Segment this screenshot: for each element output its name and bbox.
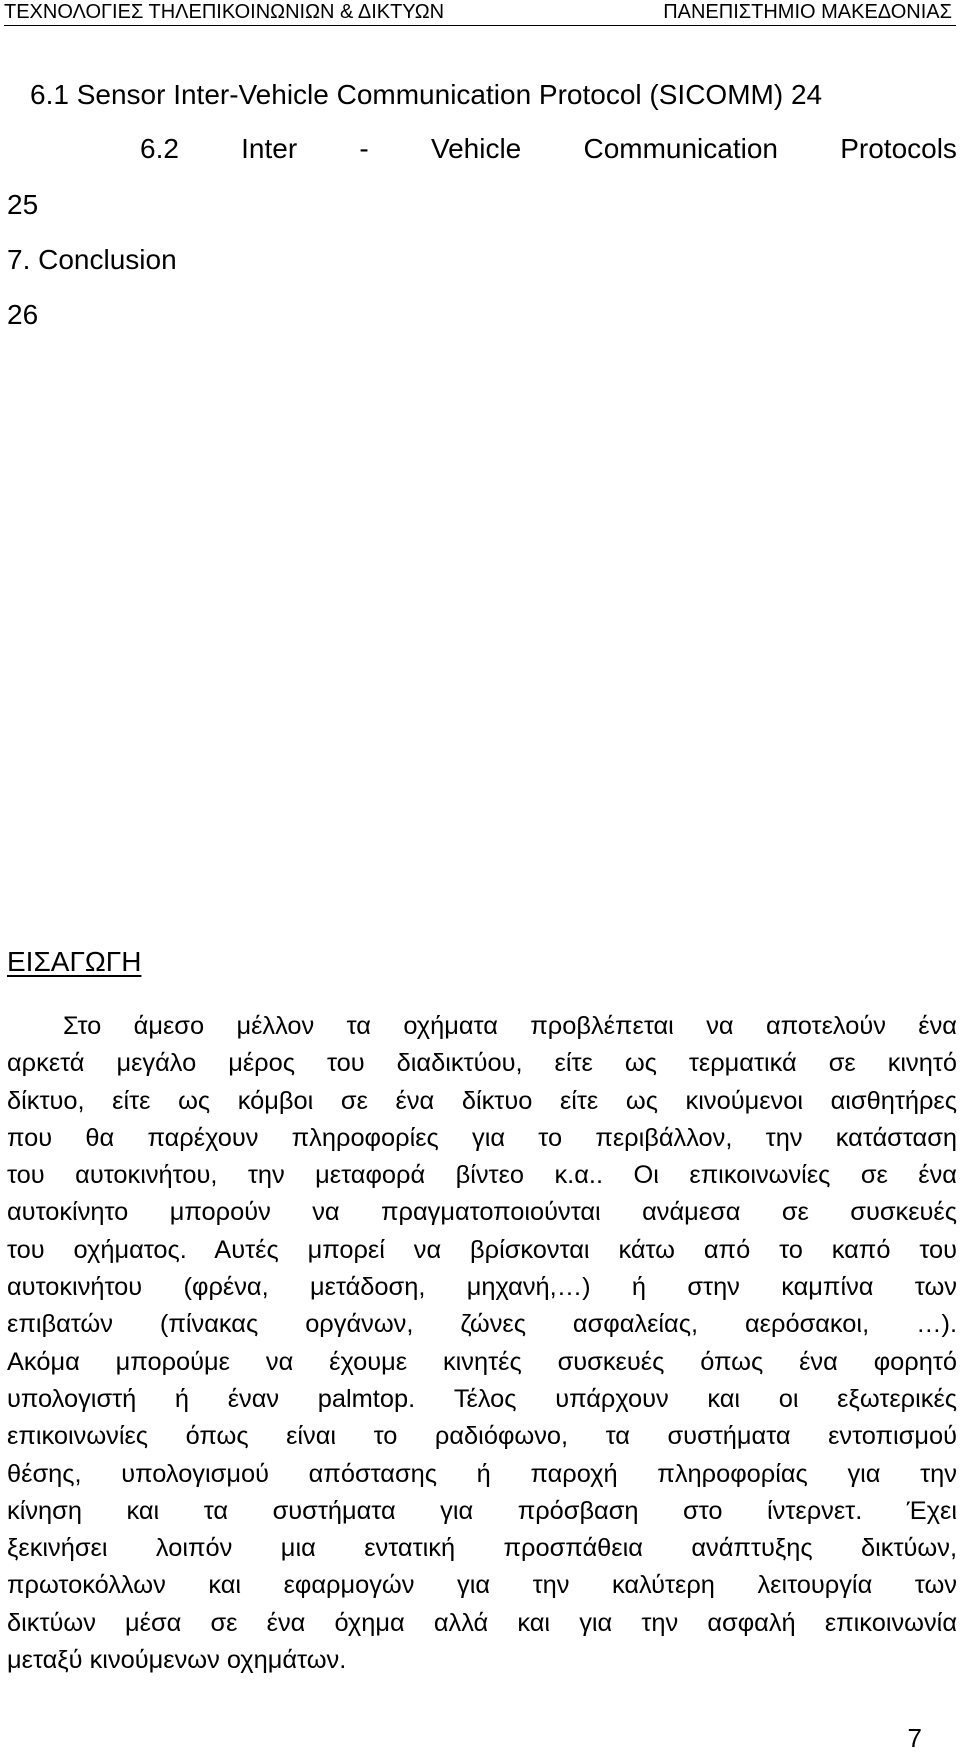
toc-6-2-word: -: [359, 133, 369, 164]
toc-6-2-word: Vehicle: [430, 133, 522, 164]
paragraph-line: Στο άμεσο μέλλον τα οχήματα προβλέπεται να αποτελούν ένα: [63, 1012, 957, 1040]
header-university: ΠΑΝΕΠΙΣΤΗΜΙΟ ΜΑΚΕΔΟΝΙΑΣ: [663, 1, 952, 23]
toc-6-2-number: 6.2: [140, 133, 179, 164]
paragraph-line: Ακόμα μπορούμε να έχουμε κινητές συσκευές όπως ένα φορητό: [7, 1347, 957, 1376]
toc-entry-7: 7. Conclusion: [7, 244, 177, 275]
toc-6-2-word: Communication: [583, 133, 778, 164]
paragraph-line: ξεκινήσει λοιπόν μια εντατική προσπάθεια ανάπτυξης δικτύων,: [7, 1534, 957, 1563]
paragraph-line: αυτοκινήτου (φρένα, μετάδοση, μηχανή,…) ή στην καμπίνα των: [7, 1273, 957, 1302]
toc-6-2-word: Inter: [241, 133, 298, 164]
paragraph-line: κίνηση και τα συστήματα για πρόσβαση στο ίντερνετ. Έχει: [7, 1496, 957, 1525]
toc-6-2-page: 25: [7, 189, 39, 220]
toc-entry-6-1: 6.1 Sensor Inter-Vehicle Communication Protocol (SICOMM) 24: [30, 79, 823, 110]
paragraph-line: που θα παρέχουν πληροφορίες για το περιβάλλον, την κατάσταση: [7, 1123, 957, 1152]
body-paragraph: [7, 1008, 957, 1679]
toc-entry-6-2: [140, 132, 957, 166]
header-rule: [4, 25, 956, 26]
paragraph-line: επιβατών (πίνακας οργάνων, ζώνες ασφαλείας, αερόσακοι, …).: [7, 1310, 957, 1339]
paragraph-line: μεταξύ κινούμενων οχημάτων.: [7, 1646, 347, 1675]
paragraph-line: πρωτοκόλλων και εφαρμογών για την καλύτερη λειτουργία των: [7, 1571, 957, 1600]
paragraph-line: θέσης, υπολογισμού απόστασης ή παροχή πληροφορίας για την: [7, 1459, 957, 1488]
section-heading: ΕΙΣΑΓΩΓΗ: [7, 946, 142, 977]
paragraph-line: επικοινωνίες όπως είναι το ραδιόφωνο, τα συστήματα εντοπισμού: [7, 1422, 957, 1451]
paragraph-line: του αυτοκινήτου, την μεταφορά βίντεο κ.α.. Οι επικοινωνίες σε ένα: [7, 1161, 957, 1190]
paragraph-line: δικτύων μέσα σε ένα όχημα αλλά και για την ασφαλή επικοινωνία: [7, 1608, 957, 1637]
paragraph-line: δίκτυο, είτε ως κόμβοι σε ένα δίκτυο είτε ως κινούμενοι αισθητήρες: [7, 1086, 957, 1115]
toc-7-page: 26: [7, 299, 39, 330]
paragraph-line: υπολογιστή ή έναν palmtop. Τέλος υπάρχουν και οι εξωτερικές: [7, 1384, 957, 1413]
header-course-title: ΤΕΧΝΟΛΟΓΙΕΣ ΤΗΛΕΠΙΚΟΙΝΩΝΙΩΝ & ΔΙΚΤΥΩΝ: [4, 1, 445, 23]
toc-6-2-word: Protocols: [840, 133, 957, 164]
paragraph-line: αυτοκίνητο μπορούν να πραγματοποιούνται ανάμεσα σε συσκευές: [7, 1198, 957, 1227]
paragraph-line: αρκετά μεγάλο μέρος του διαδικτύου, είτε ως τερματικά σε κινητό: [7, 1049, 957, 1078]
paragraph-line: του οχήματος. Αυτές μπορεί να βρίσκονται κάτω από το καπό του: [7, 1235, 957, 1264]
page-header: [0, 0, 960, 26]
page-number: 7: [907, 1723, 922, 1753]
